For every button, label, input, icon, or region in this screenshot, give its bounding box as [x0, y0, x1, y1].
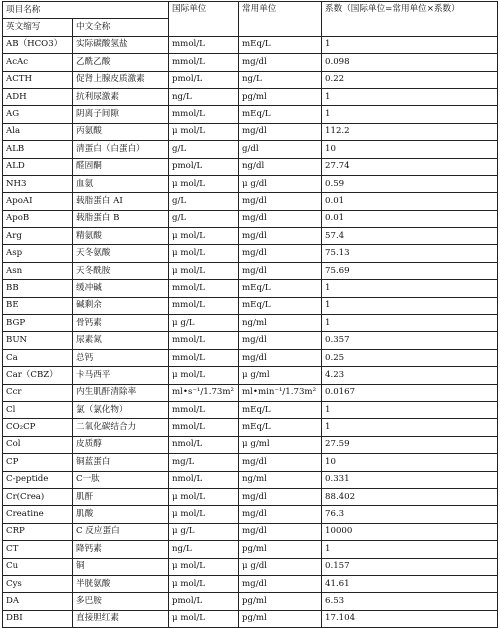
cell-common-unit: mg/dl [239, 523, 322, 540]
cell-abbr: Col [3, 436, 73, 453]
cell-common-unit: pg/ml [239, 541, 322, 558]
cell-factor: 17.104 [322, 610, 498, 627]
cell-factor: 88.402 [322, 488, 498, 505]
cell-abbr: BE [3, 297, 73, 314]
cell-common-unit: ng/L [239, 71, 322, 88]
cell-cn-name: 总钙 [73, 349, 169, 366]
cell-abbr: CP [3, 454, 73, 471]
table-row [3, 349, 498, 366]
cell-abbr: Ccr [3, 384, 73, 401]
cell-si-unit: μ mol/L [169, 245, 239, 262]
cell-factor: 1 [322, 36, 498, 53]
cell-factor: 10 [322, 141, 498, 158]
cell-si-unit: ng/L [169, 541, 239, 558]
cell-si-unit: nmol/L [169, 436, 239, 453]
cell-common-unit: g/dl [239, 141, 322, 158]
cell-si-unit: μ g/L [169, 523, 239, 540]
cell-factor: 1 [322, 297, 498, 314]
table-row [3, 54, 498, 71]
cell-common-unit: ng/ml [239, 315, 322, 332]
cell-factor: 1 [322, 541, 498, 558]
cell-common-unit: mg/dl [239, 245, 322, 262]
cell-si-unit: mmol/L [169, 332, 239, 349]
cell-si-unit: μ mol/L [169, 175, 239, 192]
cell-abbr: AB（HCO3） [3, 36, 73, 53]
cell-factor: 0.22 [322, 71, 498, 88]
cell-common-unit: ml•min⁻¹/1.73m² [239, 384, 322, 401]
cell-cn-name: 尿素氮 [73, 332, 169, 349]
cell-abbr: CT [3, 541, 73, 558]
cell-si-unit: pmol/L [169, 593, 239, 610]
cell-si-unit: g/L [169, 141, 239, 158]
table-row [3, 106, 498, 123]
table-row [3, 245, 498, 262]
cell-factor: 0.157 [322, 558, 498, 575]
cell-factor: 1 [322, 280, 498, 297]
table-row [3, 401, 498, 418]
cell-factor: 0.01 [322, 193, 498, 210]
cell-cn-name: 精氨酸 [73, 228, 169, 245]
cell-abbr: Arg [3, 228, 73, 245]
cell-cn-name: 肌酐 [73, 488, 169, 505]
cell-si-unit: mmol/L [169, 349, 239, 366]
cell-common-unit: mg/dl [239, 488, 322, 505]
table-row [3, 436, 498, 453]
cell-abbr: BUN [3, 332, 73, 349]
cell-si-unit: μ mol/L [169, 610, 239, 627]
cell-factor: 75.69 [322, 262, 498, 279]
cell-common-unit: mg/dl [239, 506, 322, 523]
header-factor: 系数（国际单位=常用单位×系数） [322, 2, 498, 37]
cell-common-unit: μ g/dl [239, 175, 322, 192]
cell-abbr: Creatine [3, 506, 73, 523]
cell-abbr: DA [3, 593, 73, 610]
cell-abbr: BGP [3, 315, 73, 332]
cell-abbr: ADH [3, 88, 73, 105]
table-row [3, 454, 498, 471]
cell-abbr: Cys [3, 575, 73, 592]
table-row [3, 610, 498, 627]
cell-abbr: Cu [3, 558, 73, 575]
cell-abbr: ApoB [3, 210, 73, 227]
cell-factor: 57.4 [322, 228, 498, 245]
cell-si-unit: μ mol/L [169, 488, 239, 505]
cell-si-unit: μ mol/L [169, 262, 239, 279]
header-common-unit: 常用单位 [239, 2, 322, 37]
cell-abbr: Ca [3, 349, 73, 366]
cell-cn-name: 载脂蛋白 AI [73, 193, 169, 210]
cell-abbr: Cl [3, 401, 73, 418]
cell-si-unit: g/L [169, 193, 239, 210]
cell-common-unit: mg/dl [239, 123, 322, 140]
cell-abbr: BB [3, 280, 73, 297]
cell-common-unit: mg/dl [239, 228, 322, 245]
cell-cn-name: C一肽 [73, 471, 169, 488]
header-row-1 [3, 2, 498, 19]
cell-si-unit: pmol/L [169, 158, 239, 175]
cell-common-unit: μ g/dl [239, 558, 322, 575]
cell-si-unit: mmol/L [169, 54, 239, 71]
cell-factor: 41.61 [322, 575, 498, 592]
cell-si-unit: μ mol/L [169, 506, 239, 523]
cell-common-unit: mEq/L [239, 401, 322, 418]
cell-si-unit: mg/L [169, 454, 239, 471]
cell-abbr: ALD [3, 158, 73, 175]
cell-abbr: Asn [3, 262, 73, 279]
table-row [3, 210, 498, 227]
table-row [3, 193, 498, 210]
cell-si-unit: nmol/L [169, 471, 239, 488]
table-row [3, 332, 498, 349]
cell-si-unit: g/L [169, 210, 239, 227]
cell-si-unit: mmol/L [169, 106, 239, 123]
cell-cn-name: 卡马西平 [73, 367, 169, 384]
cell-si-unit: mmol/L [169, 36, 239, 53]
cell-cn-name: 铜蓝蛋白 [73, 454, 169, 471]
cell-cn-name: 骨钙素 [73, 315, 169, 332]
table-row [3, 541, 498, 558]
cell-cn-name: 半胱氨酸 [73, 575, 169, 592]
cell-factor: 75.13 [322, 245, 498, 262]
cell-abbr: ACTH [3, 71, 73, 88]
cell-factor: 10 [322, 454, 498, 471]
table-row [3, 384, 498, 401]
cell-si-unit: μ mol/L [169, 575, 239, 592]
cell-common-unit: mg/dl [239, 210, 322, 227]
cell-si-unit: pmol/L [169, 71, 239, 88]
table-row [3, 158, 498, 175]
table-row [3, 71, 498, 88]
cell-cn-name: 铜 [73, 558, 169, 575]
cell-factor: 0.357 [322, 332, 498, 349]
cell-factor: 0.59 [322, 175, 498, 192]
cell-si-unit: ml•s⁻¹/1.73m² [169, 384, 239, 401]
cell-factor: 0.098 [322, 54, 498, 71]
table-row [3, 297, 498, 314]
cell-common-unit: μ g/ml [239, 436, 322, 453]
cell-factor: 1 [322, 88, 498, 105]
cell-factor: 0.01 [322, 210, 498, 227]
table-row [3, 36, 498, 53]
header-abbr: 英文缩写 [3, 19, 73, 36]
cell-common-unit: μ g/ml [239, 367, 322, 384]
cell-common-unit: mEq/L [239, 419, 322, 436]
cell-common-unit: mg/dl [239, 454, 322, 471]
cell-cn-name: 皮质醇 [73, 436, 169, 453]
cell-common-unit: mg/dl [239, 349, 322, 366]
cell-abbr: C-peptide [3, 471, 73, 488]
cell-common-unit: pg/ml [239, 610, 322, 627]
header-si-unit: 国际单位 [169, 2, 239, 37]
cell-cn-name: 肌酸 [73, 506, 169, 523]
table-row [3, 471, 498, 488]
cell-common-unit: mEq/L [239, 36, 322, 53]
table-row [3, 506, 498, 523]
cell-si-unit: μ g/L [169, 315, 239, 332]
cell-abbr: ALB [3, 141, 73, 158]
cell-si-unit: μ mol/L [169, 558, 239, 575]
cell-common-unit: mEq/L [239, 106, 322, 123]
table-row [3, 88, 498, 105]
cell-si-unit: μ mol/L [169, 367, 239, 384]
cell-cn-name: 醛固酮 [73, 158, 169, 175]
cell-cn-name: 天冬氨酸 [73, 245, 169, 262]
table-row [3, 262, 498, 279]
cell-common-unit: mg/dl [239, 332, 322, 349]
cell-common-unit: mEq/L [239, 280, 322, 297]
cell-factor: 4.23 [322, 367, 498, 384]
cell-cn-name: 缓冲碱 [73, 280, 169, 297]
cell-common-unit: pg/ml [239, 593, 322, 610]
cell-common-unit: ng/ml [239, 471, 322, 488]
table-row [3, 523, 498, 540]
cell-factor: 1 [322, 315, 498, 332]
cell-abbr: Asp [3, 245, 73, 262]
cell-common-unit: mg/dl [239, 54, 322, 71]
cell-cn-name: 血氨 [73, 175, 169, 192]
cell-cn-name: 丙氨酸 [73, 123, 169, 140]
cell-cn-name: 降钙素 [73, 541, 169, 558]
cell-factor: 27.74 [322, 158, 498, 175]
cell-factor: 27.59 [322, 436, 498, 453]
cell-factor: 0.331 [322, 471, 498, 488]
table-row [3, 367, 498, 384]
table-row [3, 123, 498, 140]
cell-factor: 1 [322, 106, 498, 123]
header-cn-name: 中文全称 [73, 19, 169, 36]
cell-cn-name: 实际碳酸氢盐 [73, 36, 169, 53]
cell-factor: 6.53 [322, 593, 498, 610]
table-row [3, 175, 498, 192]
cell-cn-name: C 反应蛋白 [73, 523, 169, 540]
cell-cn-name: 内生肌酐清除率 [73, 384, 169, 401]
cell-cn-name: 碱剩余 [73, 297, 169, 314]
cell-common-unit: mg/dl [239, 262, 322, 279]
table-row [3, 280, 498, 297]
cell-factor: 1 [322, 401, 498, 418]
cell-factor: 0.25 [322, 349, 498, 366]
cell-abbr: Cr(Crea) [3, 488, 73, 505]
cell-si-unit: ng/L [169, 88, 239, 105]
cell-factor: 112.2 [322, 123, 498, 140]
cell-cn-name: 载脂蛋白 B [73, 210, 169, 227]
cell-si-unit: mmol/L [169, 297, 239, 314]
cell-factor: 10000 [322, 523, 498, 540]
table-row [3, 141, 498, 158]
cell-cn-name: 氯（氯化物） [73, 401, 169, 418]
cell-common-unit: mg/dl [239, 193, 322, 210]
cell-factor: 1 [322, 419, 498, 436]
cell-common-unit: ng/dl [239, 158, 322, 175]
header-item-name: 项目名称 [3, 2, 169, 19]
table-row [3, 419, 498, 436]
cell-cn-name: 二氧化碳结合力 [73, 419, 169, 436]
table-row [3, 315, 498, 332]
table-row [3, 558, 498, 575]
cell-si-unit: μ mol/L [169, 228, 239, 245]
cell-cn-name: 促肾上腺皮质激素 [73, 71, 169, 88]
cell-cn-name: 阴离子间隙 [73, 106, 169, 123]
cell-common-unit: mEq/L [239, 297, 322, 314]
cell-cn-name: 清蛋白（白蛋白） [73, 141, 169, 158]
table-row [3, 228, 498, 245]
cell-si-unit: mmol/L [169, 280, 239, 297]
cell-si-unit: μ mol/L [169, 123, 239, 140]
table-row [3, 488, 498, 505]
cell-abbr: DBI [3, 610, 73, 627]
cell-common-unit: pg/ml [239, 88, 322, 105]
cell-abbr: NH3 [3, 175, 73, 192]
cell-abbr: AG [3, 106, 73, 123]
cell-si-unit: mmol/L [169, 419, 239, 436]
cell-factor: 0.0167 [322, 384, 498, 401]
cell-abbr: CRP [3, 523, 73, 540]
cell-abbr: Ala [3, 123, 73, 140]
cell-factor: 76.3 [322, 506, 498, 523]
cell-abbr: ApoAI [3, 193, 73, 210]
unit-conversion-table [2, 1, 498, 628]
cell-si-unit: mmol/L [169, 401, 239, 418]
table-row [3, 575, 498, 592]
cell-abbr: Car（CBZ） [3, 367, 73, 384]
cell-cn-name: 抗利尿激素 [73, 88, 169, 105]
cell-cn-name: 直接胆红素 [73, 610, 169, 627]
cell-abbr: CO₂CP [3, 419, 73, 436]
cell-cn-name: 乙酰乙酸 [73, 54, 169, 71]
table-row [3, 593, 498, 610]
cell-common-unit: mg/dl [239, 575, 322, 592]
cell-cn-name: 多巴胺 [73, 593, 169, 610]
cell-abbr: AcAc [3, 54, 73, 71]
cell-cn-name: 天冬酰胺 [73, 262, 169, 279]
